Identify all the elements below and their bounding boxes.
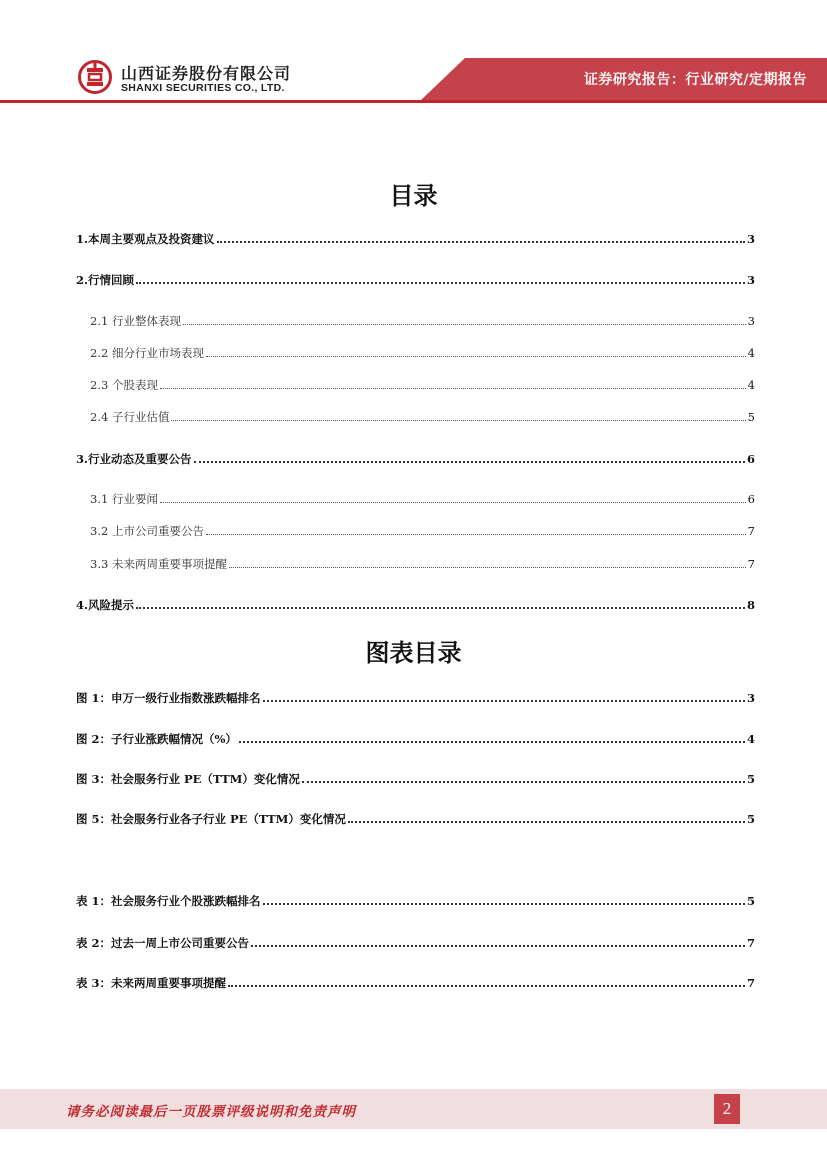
toc-leader-dots	[206, 533, 746, 535]
toc-item-label: 1.本周主要观点及投资建议	[76, 232, 215, 246]
figure-toc-item[interactable]	[76, 768, 755, 786]
report-type: 证券研究报告：行业研究/定期报告	[583, 72, 807, 88]
toc-leader-dots	[229, 566, 746, 568]
report-type-band	[465, 58, 827, 100]
toc-item-page: 3	[746, 273, 755, 287]
toc-leader-dots	[160, 501, 746, 503]
page-number: 2	[714, 1094, 740, 1124]
toc-item-page: 6	[747, 492, 755, 506]
toc-item[interactable]	[76, 228, 755, 246]
toc-item[interactable]	[90, 342, 755, 360]
toc-leader-dots	[263, 699, 745, 702]
toc-item[interactable]	[90, 406, 755, 424]
toc-item[interactable]	[90, 520, 755, 538]
toc-leader-dots	[194, 460, 745, 463]
footer-disclaimer: 请务必阅读最后一页股票评级说明和免责声明	[66, 1104, 356, 1120]
toc-item-label: 3.3 未来两周重要事项提醒	[90, 557, 227, 571]
table-toc-item[interactable]	[76, 972, 755, 990]
page-header	[0, 0, 827, 104]
toc-leader-dots	[239, 740, 745, 743]
toc-leader-dots	[302, 780, 745, 783]
toc-leader-dots	[217, 240, 745, 243]
header-divider	[0, 100, 827, 103]
table-toc-page: 7	[746, 936, 755, 950]
toc-item-page: 3	[747, 314, 755, 328]
figure-toc-page: 5	[746, 812, 755, 826]
toc-leader-dots	[160, 387, 746, 389]
figure-toc-label: 图 5：社会服务行业各子行业 PE（TTM）变化情况	[76, 812, 346, 826]
figure-toc-page: 5	[746, 772, 755, 786]
toc-item[interactable]	[90, 553, 755, 571]
figure-toc-label: 图 3：社会服务行业 PE（TTM）变化情况	[76, 772, 300, 786]
toc-item[interactable]	[90, 310, 755, 328]
toc-leader-dots	[183, 323, 746, 325]
table-toc-label: 表 1：社会服务行业个股涨跌幅排名	[76, 894, 261, 908]
toc-item-page: 5	[747, 410, 755, 424]
figure-toc-item[interactable]	[76, 687, 755, 705]
toc-leader-dots	[228, 984, 745, 987]
figures-toc-title: 图表目录	[365, 639, 462, 667]
toc-item-label: 3.2 上市公司重要公告	[90, 524, 204, 538]
toc-item-label: 2.1 行业整体表现	[90, 314, 181, 328]
toc-title: 目录	[389, 182, 438, 210]
toc-item-page: 4	[747, 346, 755, 360]
table-toc-page: 7	[746, 976, 755, 990]
toc-item-label: 2.行情回顾	[76, 273, 135, 287]
toc-item-page: 3	[746, 232, 755, 246]
toc-item[interactable]	[90, 488, 755, 506]
table-toc-item[interactable]	[76, 890, 755, 908]
toc-item-label: 2.4 子行业估值	[90, 410, 170, 424]
toc-item-label: 4.风险提示	[76, 598, 135, 612]
company-name-en: SHANXI SECURITIES CO., LTD.	[121, 82, 285, 94]
table-toc-item[interactable]	[76, 932, 755, 950]
toc-item-page: 8	[746, 598, 755, 612]
company-name-cn: 山西证券股份有限公司	[121, 64, 292, 83]
toc-item-page: 7	[747, 524, 755, 538]
toc-item-page: 4	[747, 378, 755, 392]
toc-item-label: 3.行业动态及重要公告	[76, 452, 192, 466]
figure-toc-item[interactable]	[76, 808, 755, 826]
toc-leader-dots	[136, 606, 745, 609]
toc-item[interactable]	[76, 269, 755, 287]
figure-toc-item[interactable]	[76, 728, 755, 746]
figure-toc-page: 4	[746, 732, 755, 746]
toc-item-page: 6	[746, 452, 755, 466]
toc-leader-dots	[251, 944, 745, 947]
table-toc-page: 5	[746, 894, 755, 908]
toc-item[interactable]	[76, 448, 755, 466]
figure-toc-label: 图 1：申万一级行业指数涨跌幅排名	[76, 691, 261, 705]
toc-item[interactable]	[90, 374, 755, 392]
toc-leader-dots	[263, 902, 745, 905]
toc-item-page: 7	[747, 557, 755, 571]
toc-item-label: 3.1 行业要闻	[90, 492, 158, 506]
toc-leader-dots	[348, 820, 745, 823]
figure-toc-label: 图 2：子行业涨跌幅情况（%）	[76, 732, 237, 746]
toc-leader-dots	[206, 355, 746, 357]
shanxi-securities-logo-icon	[78, 60, 112, 94]
table-toc-label: 表 3：未来两周重要事项提醒	[76, 976, 227, 990]
table-toc-label: 表 2：过去一周上市公司重要公告	[76, 936, 250, 950]
toc-item[interactable]	[76, 594, 755, 612]
figure-toc-page: 3	[746, 691, 755, 705]
toc-leader-dots	[171, 419, 745, 421]
toc-leader-dots	[136, 281, 745, 284]
toc-item-label: 2.3 个股表现	[90, 378, 158, 392]
toc-item-label: 2.2 细分行业市场表现	[90, 346, 204, 360]
